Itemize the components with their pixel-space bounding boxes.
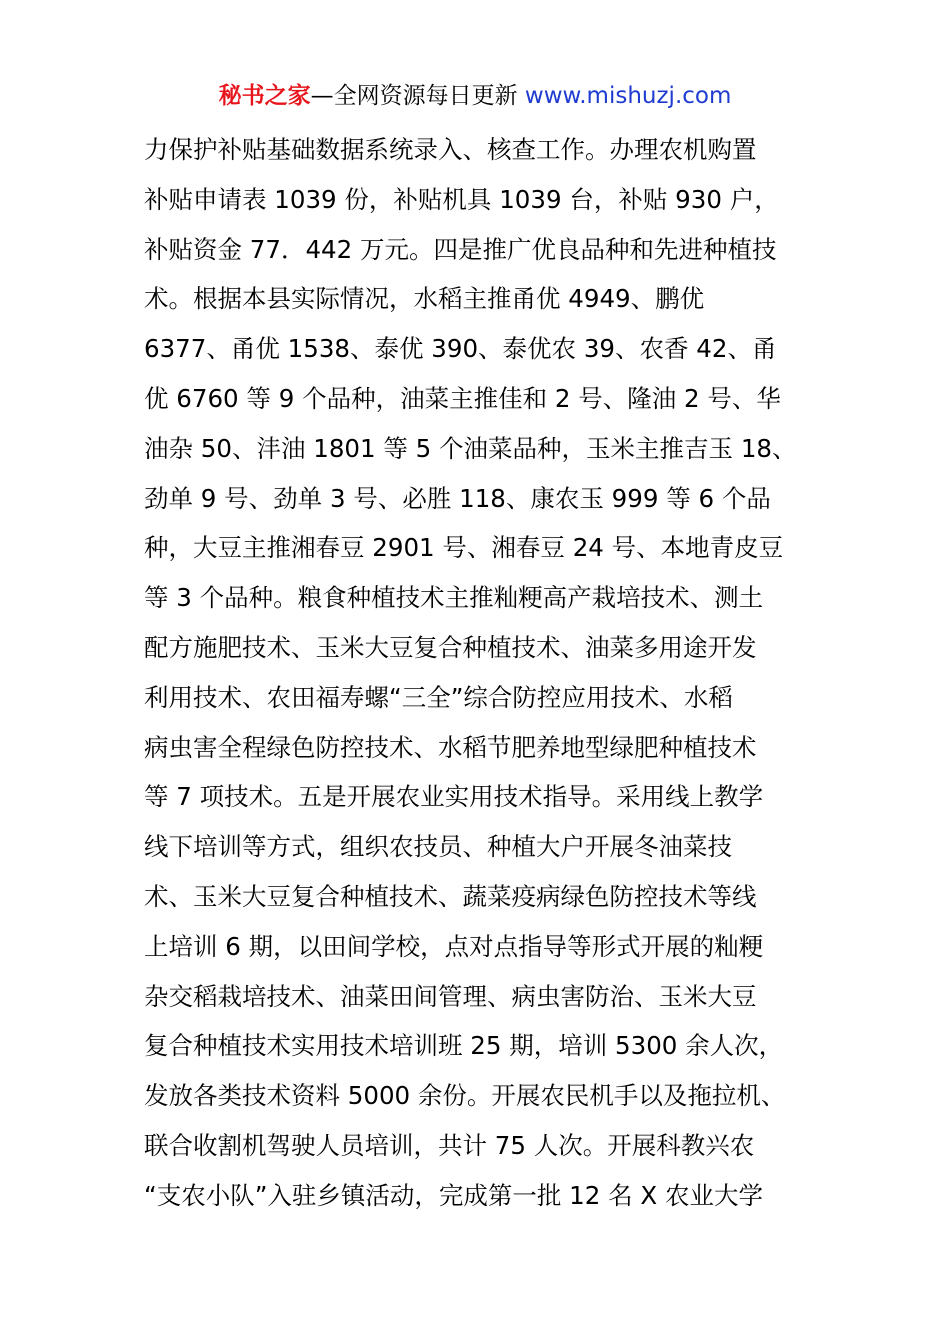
document-body — [144, 125, 808, 1221]
text-line: 发放各类技术资料 5000 余份。开展农民机手以及拖拉机、 — [144, 1081, 786, 1111]
text-line: 补贴申请表 1039 份，补贴机具 1039 台，补贴 930 户， — [144, 184, 779, 214]
text-line: 优 6760 等 9 个品种，油菜主推佳和 2 号、隆油 2 号、华 — [144, 383, 781, 413]
text-line: 等 7 项技术。五是开展农业实用技术指导。采用线上教学 — [144, 782, 764, 812]
text-line: 杂交稻栽培技术、油菜田间管理、病虫害防治、玉米大豆 — [144, 981, 757, 1011]
text-line: 复合种植技术实用技术培训班 25 期，培训 5300 余人次， — [144, 1031, 784, 1061]
text-line: “支农小队”入驻乡镇活动，完成第一批 12 名 X 农业大学 — [144, 1180, 763, 1210]
text-line: 术。根据本县实际情况，水稻主推甬优 4949、鹏优 — [144, 284, 705, 314]
page-header — [0, 80, 950, 112]
site-url-link[interactable]: www.mishuzj.com — [524, 83, 732, 109]
text-line: 6377、甬优 1538、泰优 390、泰优农 39、农香 42、甬 — [144, 334, 777, 364]
text-line: 病虫害全程绿色防控技术、水稻节肥养地型绿肥种植技术 — [144, 732, 757, 762]
text-line: 利用技术、农田福寿螺“三全”综合防控应用技术、水稻 — [144, 682, 733, 712]
text-line: 劲单 9 号、劲单 3 号、必胜 118、康农玉 999 等 6 个品 — [144, 483, 771, 513]
text-line: 补贴资金 77．442 万元。四是推广优良品种和先进种植技 — [144, 234, 777, 264]
text-line: 上培训 6 期，以田间学校，点对点指导等形式开展的籼粳 — [144, 931, 764, 961]
text-line: 术、玉米大豆复合种植技术、蔬菜疫病绿色防控技术等线 — [144, 881, 757, 911]
text-line: 线下培训等方式，组织农技员、种植大户开展冬油菜技 — [144, 832, 732, 862]
text-line: 油杂 50、沣油 1801 等 5 个油菜品种，玉米主推吉玉 18、 — [144, 433, 797, 463]
text-line: 等 3 个品种。粮食种植技术主推籼粳高产栽培技术、测土 — [144, 583, 764, 613]
text-line: 种，大豆主推湘春豆 2901 号、湘春豆 24 号、本地青皮豆 — [144, 533, 784, 563]
header-tagline: —全网资源每日更新 — [310, 83, 518, 109]
text-line: 配方施肥技术、玉米大豆复合种植技术、油菜多用途开发 — [144, 632, 757, 662]
text-line: 联合收割机驾驶人员培训，共计 75 人次。开展科教兴农 — [144, 1130, 755, 1160]
text-line: 力保护补贴基础数据系统录入、核查工作。办理农机购置 — [144, 135, 757, 164]
brand-name: 秘书之家 — [218, 83, 311, 109]
